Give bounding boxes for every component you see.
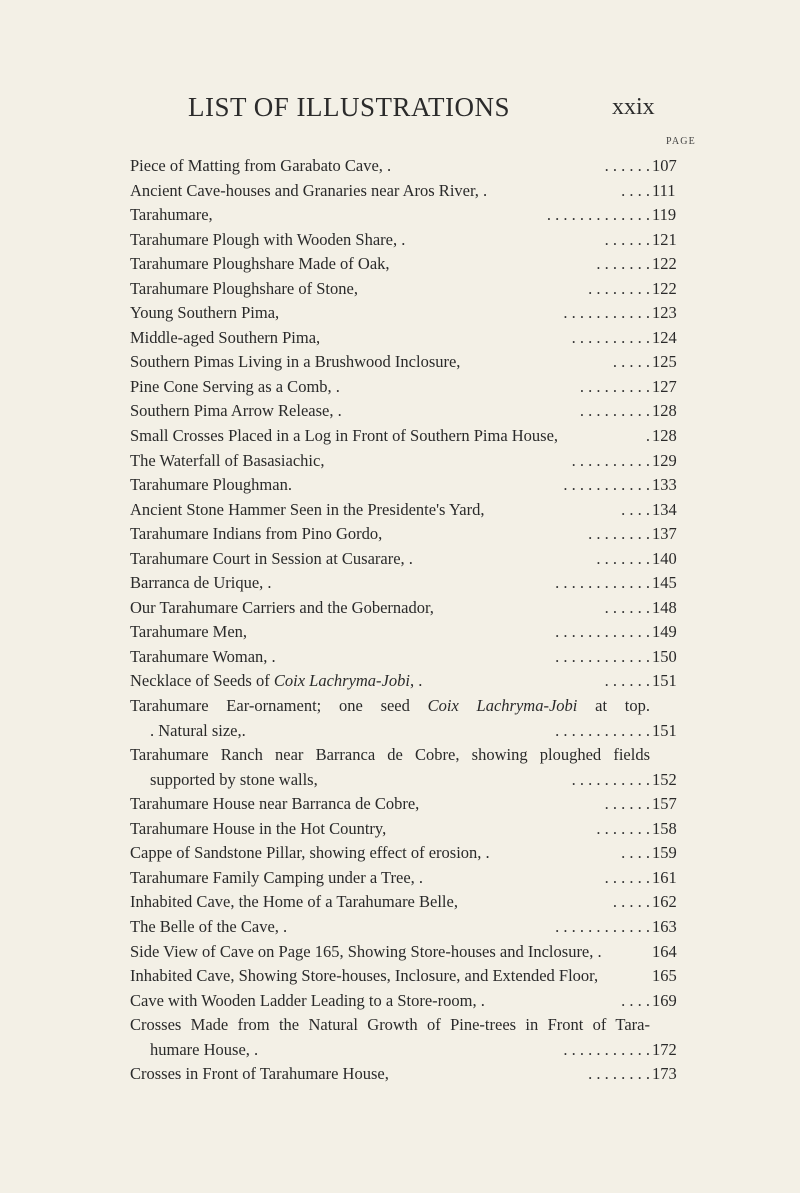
- dot-leader: . . . . . . . . . .: [571, 327, 650, 347]
- entry-page-number: 145: [652, 573, 677, 593]
- dot-leader: . . . . . . . . . . . .: [555, 646, 650, 666]
- illustration-entry: [130, 841, 686, 866]
- dot-leader: . . . . . .: [604, 156, 650, 175]
- illustration-entry: [130, 743, 686, 768]
- illustration-entry: [130, 1062, 686, 1087]
- dot-leader: . . . . . . . . . . .: [563, 1039, 650, 1059]
- illustration-entry: [130, 228, 686, 253]
- entry-page-number: 127: [652, 376, 677, 396]
- entry-page-number: 129: [652, 450, 677, 470]
- illustration-entry: [130, 964, 686, 989]
- illustration-entry: [130, 694, 686, 719]
- illustration-entry: [130, 792, 686, 817]
- entry-title: Middle-aged Southern Pima,: [130, 327, 321, 347]
- illustration-entry: [130, 768, 686, 793]
- dot-leader: . . . . . .: [604, 671, 650, 691]
- entry-page-number: 158: [652, 818, 677, 838]
- entry-title: Side View of Cave on Page 165, Showing Store-houses and Inclosure, .: [130, 941, 602, 961]
- illustration-entry: [130, 645, 686, 670]
- entry-page-number: 157: [652, 794, 677, 814]
- illustration-entry: [130, 866, 686, 891]
- entry-title: Inhabited Cave, the Home of a Tarahumare Belle,: [130, 892, 458, 912]
- dot-leader: . . . . .: [612, 352, 650, 372]
- dot-leader: . . . . . . .: [596, 548, 650, 568]
- illustration-entry: [130, 277, 686, 302]
- dot-leader: . . . . . .: [604, 867, 650, 887]
- illustration-entry: [130, 915, 686, 940]
- dot-leader: . . . . . . . . . .: [571, 450, 650, 470]
- entry-page-number: 165: [652, 966, 677, 986]
- entry-page-number: 173: [652, 1064, 677, 1084]
- illustration-entry: [130, 719, 686, 744]
- entry-title: Tarahumare Ploughshare Made of Oak,: [130, 254, 390, 274]
- entry-page-number: 128: [652, 426, 677, 446]
- entry-page-number: 122: [652, 278, 677, 298]
- illustration-entry: [130, 498, 686, 523]
- illustration-entry: [130, 203, 686, 228]
- entry-title: Southern Pima Arrow Release, .: [130, 401, 342, 421]
- illustration-entry: [130, 350, 686, 375]
- entry-title: Small Crosses Placed in a Log in Front of Southern Pima House,: [130, 426, 559, 446]
- illustration-entry: [130, 669, 686, 694]
- entry-title: Ancient Cave-houses and Granaries near Aros River, .: [130, 180, 488, 200]
- entry-title: Tarahumare Woman, .: [130, 646, 276, 666]
- entry-page-number: 111: [652, 180, 676, 200]
- entry-title: Piece of Matting from Garabato Cave, .: [130, 156, 392, 175]
- illustration-entry: [130, 473, 686, 498]
- entry-title: Our Tarahumare Carriers and the Gobernador,: [130, 597, 434, 617]
- illustration-entry: [130, 252, 686, 277]
- illustration-entry: [130, 620, 686, 645]
- entry-title: Tarahumare Family Camping under a Tree, .: [130, 867, 424, 887]
- entry-page-number: 137: [652, 524, 677, 544]
- illustration-entry: [130, 301, 686, 326]
- entry-title: Tarahumare Ploughshare of Stone,: [130, 278, 358, 298]
- illustration-entry: [130, 596, 686, 621]
- entry-page-number: 169: [652, 990, 677, 1010]
- dot-leader: . . . . . .: [604, 229, 650, 249]
- entry-page-number: 124: [652, 327, 677, 347]
- illustration-entry: [130, 449, 686, 474]
- entry-page-number: 150: [652, 646, 677, 666]
- entry-title: Crosses Made from the Natural Growth of Pine-trees in Front of Tara-: [130, 1015, 650, 1035]
- dot-leader: . . . . . . . . . . . .: [555, 573, 650, 593]
- illustration-entry: [130, 154, 686, 179]
- entry-title: Tarahumare Ranch near Barranca de Cobre, showing ploughed fields: [130, 745, 650, 765]
- entry-page-number: 125: [652, 352, 677, 372]
- illustration-entry: [130, 817, 686, 842]
- illustration-entry: [130, 547, 686, 572]
- entry-title: supported by stone walls,: [150, 769, 318, 789]
- dot-leader: . . . . . . . .: [588, 1064, 650, 1084]
- entry-title: Tarahumare House in the Hot Country,: [130, 818, 387, 838]
- entry-title: humare House, .: [150, 1039, 259, 1059]
- entry-title: The Belle of the Cave, .: [130, 916, 288, 936]
- illustration-entry: [130, 1013, 686, 1038]
- dot-leader: . . . . . .: [604, 794, 650, 814]
- entry-page-number: 107: [652, 156, 677, 175]
- entry-title: Tarahumare Ploughman.: [130, 475, 292, 495]
- entry-page-number: 152: [652, 769, 677, 789]
- entry-title: Crosses in Front of Tarahumare House,: [130, 1064, 389, 1084]
- dot-leader: . . . .: [621, 990, 650, 1010]
- illustration-entry: [130, 522, 686, 547]
- entry-page-number: 159: [652, 843, 677, 863]
- entry-page-number: 133: [652, 475, 677, 495]
- entry-title: Ancient Stone Hammer Seen in the Presidente's Yard,: [130, 499, 485, 519]
- entry-page-number: 123: [652, 303, 677, 323]
- entry-title: Tarahumare Ear-ornament; one seed Coix Lachryma-Jobi at top.: [130, 696, 650, 716]
- dot-leader: . . . . . . . .: [588, 524, 650, 544]
- entry-page-number: 140: [652, 548, 677, 568]
- entry-title: Tarahumare Court in Session at Cusarare, .: [130, 548, 413, 568]
- entry-title: Tarahumare Indians from Pino Gordo,: [130, 524, 383, 544]
- dot-leader: . . . . . . . . . . . .: [555, 916, 650, 936]
- dot-leader: . . . . . . . . . . . .: [555, 622, 650, 642]
- dot-leader: . . . . . . . .: [588, 278, 650, 298]
- entry-page-number: 119: [652, 205, 677, 225]
- entry-title: Tarahumare House near Barranca de Cobre,: [130, 794, 420, 814]
- dot-leader: . . . . . . . . . . . .: [555, 720, 650, 740]
- illustration-entry: [130, 989, 686, 1014]
- entry-page-number: 162: [652, 892, 677, 912]
- illustration-list: [130, 154, 686, 1087]
- dot-leader: . . . .: [621, 843, 650, 863]
- entry-title: Barranca de Urique, .: [130, 573, 272, 593]
- entry-page-number: 149: [652, 622, 677, 642]
- dot-leader: . . . . . . . . . . . . .: [546, 205, 650, 225]
- illustration-entry: [130, 571, 686, 596]
- entry-title: Tarahumare,: [130, 205, 213, 225]
- illustration-entry: [130, 179, 686, 204]
- illustration-entry: [130, 399, 686, 424]
- illustration-entry: [130, 940, 686, 965]
- illustration-entry: [130, 1038, 686, 1063]
- dot-leader: . . . .: [621, 499, 650, 519]
- entry-page-number: 128: [652, 401, 677, 421]
- entry-page-number: 122: [652, 254, 677, 274]
- illustration-entry: [130, 375, 686, 400]
- entry-title: Pine Cone Serving as a Comb, .: [130, 376, 340, 396]
- dot-leader: . . . . .: [612, 892, 650, 912]
- dot-leader: . . . .: [621, 180, 650, 200]
- entry-page-number: 151: [652, 720, 677, 740]
- illustration-entry: [130, 424, 686, 449]
- entry-page-number: 172: [652, 1039, 677, 1059]
- entry-page-number: 148: [652, 597, 677, 617]
- entry-title: Inhabited Cave, Showing Store-houses, Inclosure, and Extended Floor,: [130, 966, 599, 986]
- entry-title: Southern Pimas Living in a Brushwood Inclosure,: [130, 352, 461, 372]
- entry-title: . Natural size,.: [150, 720, 246, 740]
- entry-title: Tarahumare Men,: [130, 622, 248, 642]
- entry-page-number: 164: [652, 941, 677, 961]
- dot-leader: . . . . . . .: [596, 254, 650, 274]
- entry-title: Young Southern Pima,: [130, 303, 280, 323]
- entry-page-number: 151: [652, 671, 677, 691]
- illustration-entry: [130, 326, 686, 351]
- dot-leader: . . . . . . . . . . .: [563, 303, 650, 323]
- entry-title: Tarahumare Plough with Wooden Share, .: [130, 229, 406, 249]
- dot-leader: . . . . . . . . .: [579, 376, 650, 396]
- dot-leader: . . . . . .: [604, 597, 650, 617]
- page-folio: xxix: [612, 94, 655, 120]
- entry-title: Necklace of Seeds of Coix Lachryma-Jobi, .: [130, 671, 423, 691]
- entry-page-number: 121: [652, 229, 677, 249]
- running-title: LIST OF ILLUSTRATIONS: [188, 92, 511, 122]
- entry-page-number: 161: [652, 867, 677, 887]
- entry-title: The Waterfall of Basasiachic,: [130, 450, 325, 470]
- entry-title: Cave with Wooden Ladder Leading to a Store-room, .: [130, 990, 485, 1010]
- dot-leader: .: [645, 426, 650, 446]
- entry-page-number: 163: [652, 916, 677, 936]
- page-column-heading: PAGE: [666, 136, 696, 147]
- dot-leader: . . . . . . . . . . .: [563, 475, 650, 495]
- dot-leader: . . . . . . . . .: [579, 401, 650, 421]
- dot-leader: . . . . . . .: [596, 818, 650, 838]
- illustration-entry: [130, 890, 686, 915]
- entry-title: Cappe of Sandstone Pillar, showing effect of erosion, .: [130, 843, 490, 863]
- entry-page-number: 134: [652, 499, 677, 519]
- dot-leader: . . . . . . . . . .: [571, 769, 650, 789]
